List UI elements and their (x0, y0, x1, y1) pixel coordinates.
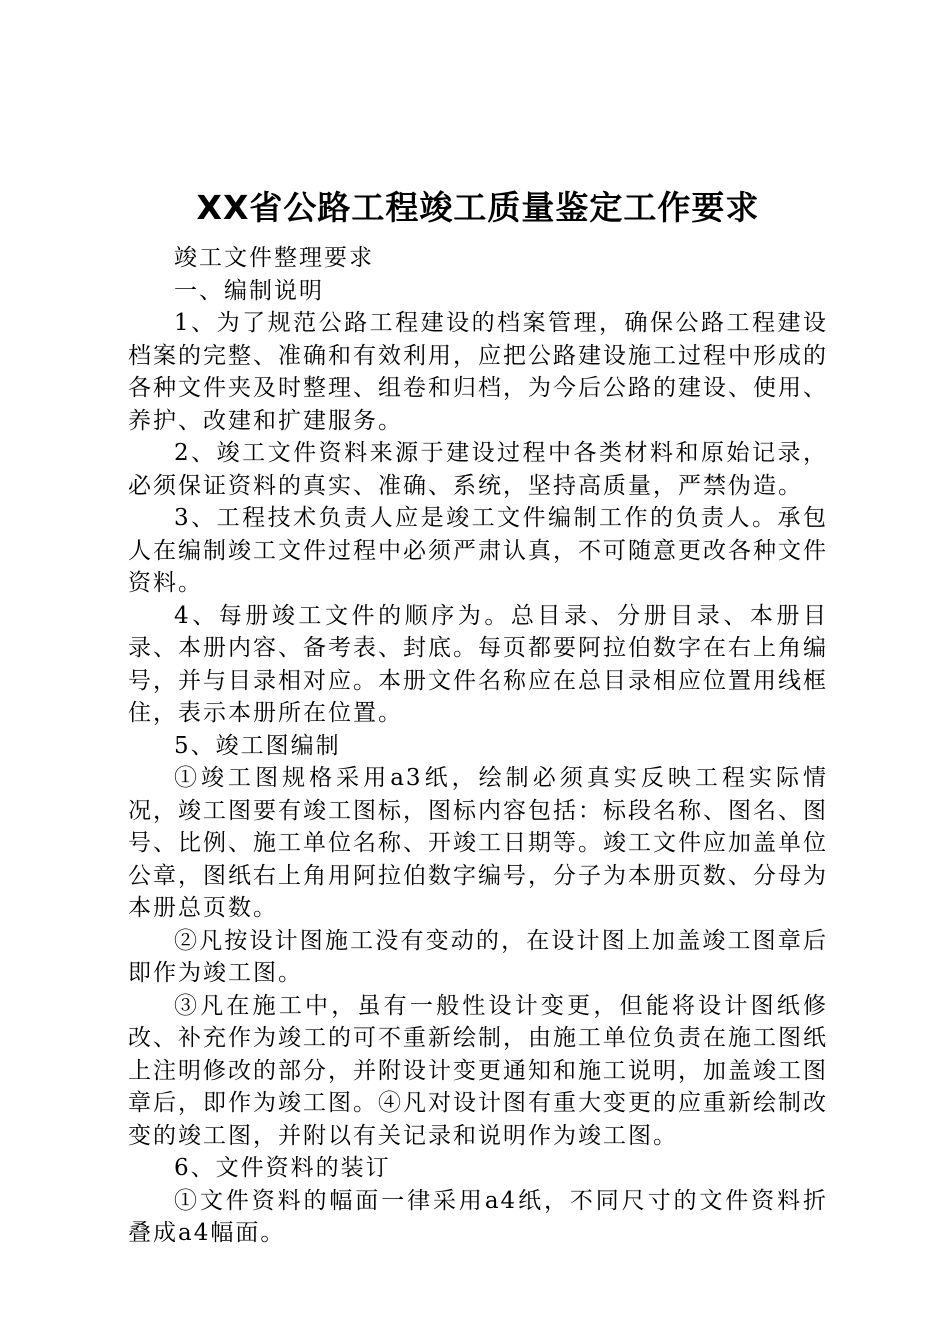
document-title: XX省公路工程竣工质量鉴定工作要求 (196, 188, 760, 227)
paragraph-6-item-1: ①文件资料的幅面一律采用a4纸，不同尺寸的文件资料折叠成a4幅面。 (128, 1187, 828, 1246)
paragraph-1: 1、为了规范公路工程建设的档案管理，确保公路工程建设档案的完整、准确和有效利用，应把公路建设施工过程中形成的各种文件夹及时整理、组卷和归档，为今后公路的建设、使用、养护、改建和扩建服务。 (128, 310, 828, 434)
section-heading: 竣工文件整理要求 (174, 245, 374, 271)
paragraph-5-item-1: ①竣工图规格采用a3纸，绘制必须真实反映工程实际情况，竣工图要有竣工图标，图标内容包括：标段名称、图名、图号、比例、施工单位名称、开竣工日期等。竣工文件应加盖单位公章，图纸右上角用阿拉伯数字编号，分子为本册页数、分母为本册总页数。 (128, 765, 828, 921)
paragraph-3: 3、工程技术负责人应是竣工文件编制工作的负责人。承包人在编制竣工文件过程中必须严肃认真，不可随意更改各种文件资料。 (128, 505, 828, 596)
paragraph-5-item-3: ③凡在施工中，虽有一般性设计变更，但能将设计图纸修改、补充作为竣工的可不重新绘制，由施工单位负责在施工图纸上注明修改的部分，并附设计变更通知和施工说明，加盖竣工图章后，即作为竣工图。④凡对设计图有重大变更的应重新绘制改变的竣工图，并附以有关记录和说明作为竣工图。 (128, 992, 828, 1149)
paragraph-5-heading: 5、竣工图编制 (174, 732, 341, 759)
paragraph-4: 4、每册竣工文件的顺序为。总目录、分册目录、本册目录、本册内容、备考表、封底。每页都要阿拉伯数字在右上角编号，并与目录相对应。本册文件名称应在总目录相应位置用线框住，表示本册所在位置。 (128, 602, 828, 726)
section-subheading: 一、编制说明 (174, 277, 324, 304)
paragraph-2: 2、竣工文件资料来源于建设过程中各类材料和原始记录，必须保证资料的真实、准确、系统，坚持高质量，严禁伪造。 (128, 440, 828, 499)
document-body (128, 186, 828, 1250)
paragraph-5-item-2: ②凡按设计图施工没有变动的，在设计图上加盖竣工图章后即作为竣工图。 (128, 927, 828, 986)
paragraph-6-heading: 6、文件资料的装订 (174, 1155, 391, 1181)
